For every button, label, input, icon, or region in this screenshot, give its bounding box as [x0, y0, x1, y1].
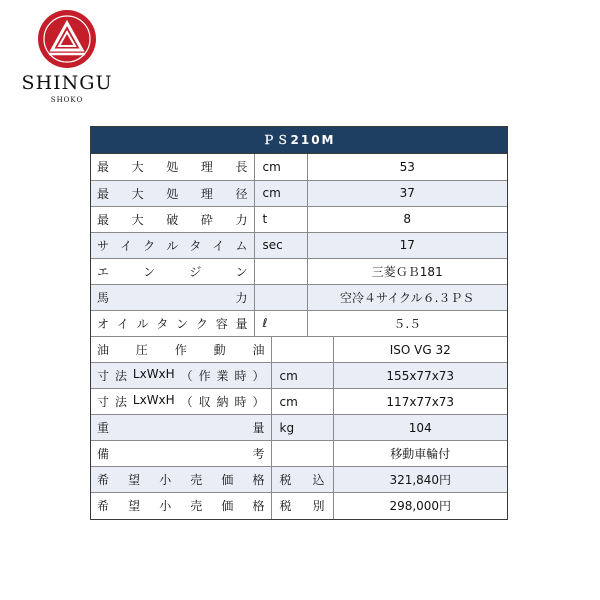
spec-row — [91, 337, 507, 363]
spec-value: 53 — [307, 154, 507, 180]
spec-row — [91, 180, 507, 206]
spec-label: 最 大 破 砕 力 — [91, 206, 254, 232]
spec-value: 155x77x73 — [333, 363, 507, 389]
spec-row — [91, 232, 507, 258]
spec-value: 移動車輪付 — [333, 441, 507, 467]
spec-table-lower — [91, 336, 507, 519]
spec-label: エ ン ジ ン — [91, 258, 254, 284]
spec-row — [91, 206, 507, 232]
spec-value: 37 — [307, 180, 507, 206]
spec-value: 298,000円 — [333, 493, 507, 519]
spec-label: サ イ ク ル タ イ ム — [91, 232, 254, 258]
spec-row — [91, 415, 507, 441]
spec-label: 馬 力 — [91, 284, 254, 310]
spec-value: ISO VG 32 — [333, 337, 507, 363]
spec-label: 最 大 処 理 長 — [91, 154, 254, 180]
spec-row — [91, 389, 507, 415]
spec-label: 油 圧 作 動 油 — [91, 337, 271, 363]
spec-unit — [254, 258, 307, 284]
spec-value: 321,840円 — [333, 467, 507, 493]
spec-row — [91, 258, 507, 284]
spec-unit: sec — [254, 232, 307, 258]
spec-label: 寸 法 LxWxH （ 作 業 時 ） — [91, 363, 271, 389]
shingu-logo — [12, 8, 122, 108]
spec-unit: cm — [254, 180, 307, 206]
spec-label: 重 量 — [91, 415, 271, 441]
spec-unit: cm — [271, 363, 333, 389]
spec-unit: 税 別 — [271, 493, 333, 519]
spec-unit — [271, 441, 333, 467]
logo-subtitle: SHOKO — [50, 96, 84, 104]
spec-table-upper — [91, 154, 507, 336]
spec-value: 8 — [307, 206, 507, 232]
spec-unit: cm — [254, 154, 307, 180]
spec-label: 希 望 小 売 価 格 — [91, 493, 271, 519]
logo-name: SHINGU — [21, 72, 113, 94]
spec-row — [91, 310, 507, 336]
spec-label: 寸 法 LxWxH （ 収 納 時 ） — [91, 389, 271, 415]
spec-row — [91, 493, 507, 519]
spec-unit: ℓ — [254, 310, 307, 336]
spec-value: 104 — [333, 415, 507, 441]
spec-table — [90, 126, 508, 520]
spec-unit: t — [254, 206, 307, 232]
spec-unit: 税 込 — [271, 467, 333, 493]
spec-unit — [271, 337, 333, 363]
spec-label: 希 望 小 売 価 格 — [91, 467, 271, 493]
spec-row — [91, 441, 507, 467]
spec-row — [91, 363, 507, 389]
spec-unit: cm — [271, 389, 333, 415]
spec-row — [91, 154, 507, 180]
spec-label: 最 大 処 理 径 — [91, 180, 254, 206]
spec-value: 117x77x73 — [333, 389, 507, 415]
spec-label: オ イ ル タ ン ク 容 量 — [91, 310, 254, 336]
spec-value: ５.５ — [307, 310, 507, 336]
spec-value: 空冷４サイクル６.３ＰＳ — [307, 284, 507, 310]
spec-unit: kg — [271, 415, 333, 441]
spec-label: 備 考 — [91, 441, 271, 467]
spec-value: 17 — [307, 232, 507, 258]
spec-row — [91, 467, 507, 493]
spec-unit — [254, 284, 307, 310]
model-title: ＰＳ210M — [91, 127, 507, 154]
spec-row — [91, 284, 507, 310]
triangle-emblem-icon — [38, 10, 96, 68]
spec-value: 三菱ＧＢ181 — [307, 258, 507, 284]
